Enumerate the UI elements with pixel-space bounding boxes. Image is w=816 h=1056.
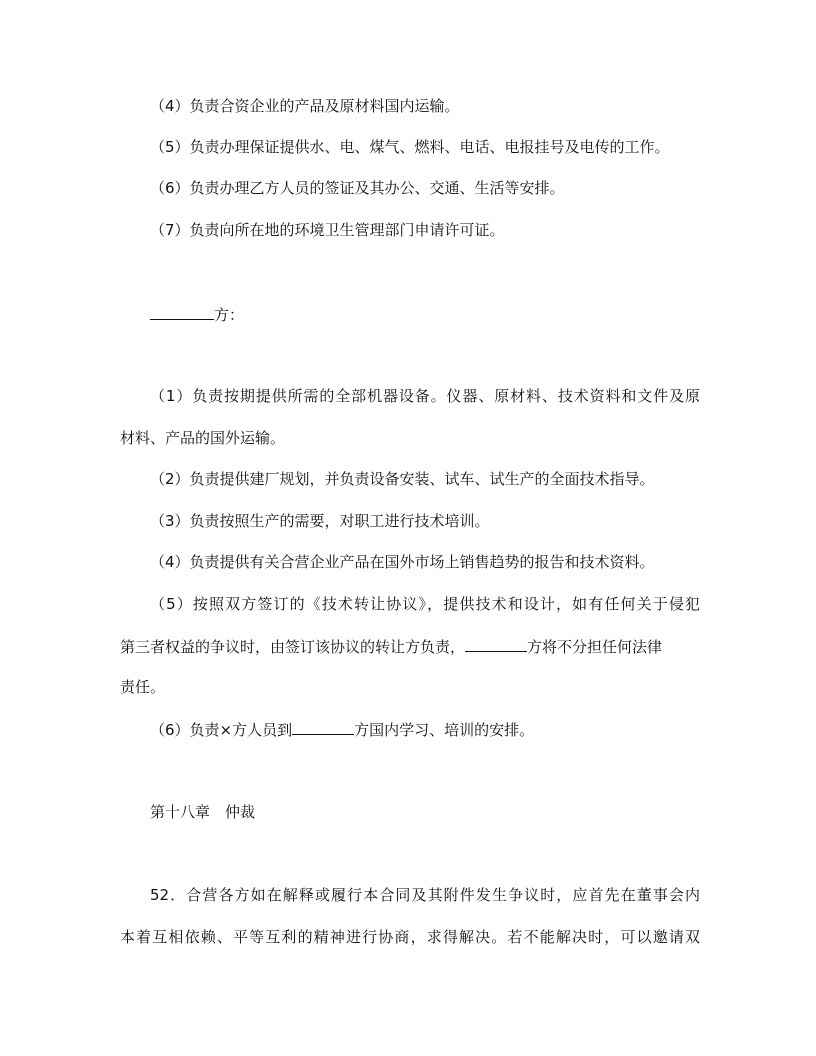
party-b-item-3: （3）负责按照生产的需要，对职工进行技术培训。 — [150, 512, 490, 530]
chapter-title: 第十八章 仲裁 — [150, 803, 256, 821]
article-52-line-2: 本着互相依赖、平等互利的精神进行协商，求得解决。若不能解决时，可以邀请双 — [120, 928, 700, 946]
party-heading-suffix: 方： — [214, 306, 245, 324]
blank-party-name — [150, 304, 214, 320]
blank-party-name — [465, 636, 527, 652]
party-b-item-1-line-1: （1）负责按期提供所需的全部机器设备。仪器、原材料、技术资料和文件及原 — [150, 387, 700, 405]
party-b-item-5-line-3: 责任。 — [120, 678, 166, 696]
article-52-line-1: 52．合营各方如在解释或履行本合同及其附件发生争议时，应首先在董事会内 — [150, 886, 700, 904]
item-6-end: 方国内学习、培训的安排。 — [354, 721, 535, 739]
party-b-item-4: （4）负责提供有关合营企业产品在国外市场上销售趋势的报告和技术资料。 — [150, 553, 655, 571]
party-b-item-6 — [150, 719, 700, 740]
duty-item-6: （6）负责办理乙方人员的签证及其办公、交通、生活等安排。 — [150, 179, 565, 197]
party-heading — [150, 304, 700, 325]
party-b-item-2: （2）负责提供建厂规划，并负责设备安装、试车、试生产的全面技术指导。 — [150, 470, 655, 488]
duty-item-7: （7）负责向所在地的环境卫生管理部门申请许可证。 — [150, 221, 505, 239]
party-b-item-5-line-1: （5）按照双方签订的《技术转让协议》，提供技术和设计，如有任何关于侵犯 — [150, 595, 700, 613]
blank-party-name — [292, 719, 354, 735]
party-b-item-5-line-2 — [120, 636, 700, 657]
duty-item-5: （5）负责办理保证提供水、电、煤气、燃料、电话、电报挂号及电传的工作。 — [150, 138, 670, 156]
item-5-line-2-end: 方将不分担任何法律 — [527, 638, 663, 656]
item-6-start: （6）负责×方人员到 — [150, 721, 293, 739]
duty-item-4: （4）负责合资企业的产品及原材料国内运输。 — [150, 97, 460, 115]
party-b-item-1-line-2: 材料、产品的国外运输。 — [120, 429, 286, 447]
item-5-line-2-start: 第三者权益的争议时，由签订该协议的转让方负责， — [120, 638, 466, 656]
